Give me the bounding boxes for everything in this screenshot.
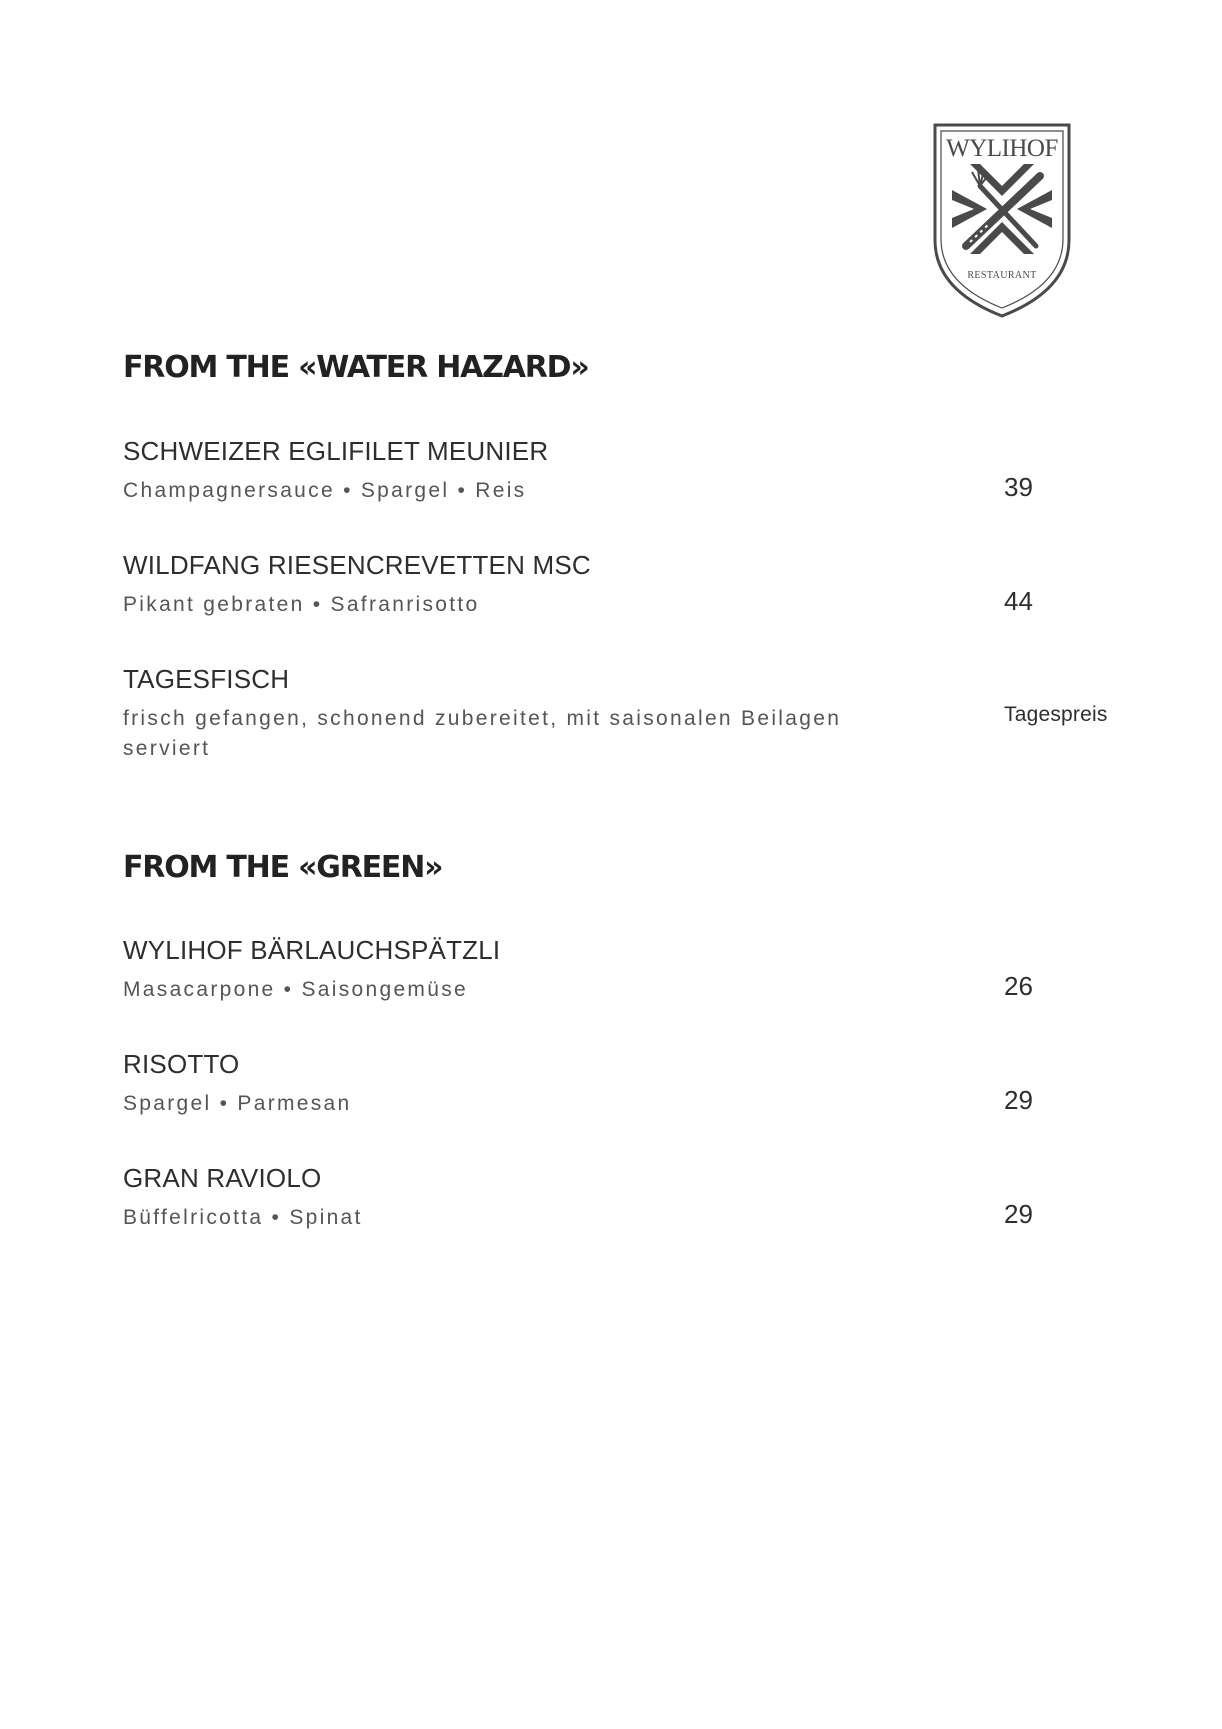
logo-wordmark: WYLIHOF — [946, 135, 1058, 162]
menu-item-price: 29 — [1004, 1199, 1033, 1229]
menu-item-price: 39 — [1004, 472, 1033, 502]
menu-item-description: Champagnersauce • Spargel • Reis — [123, 479, 527, 502]
logo-tagline: RESTAURANT — [967, 270, 1037, 281]
menu-item-name: RISOTTO — [123, 1049, 240, 1079]
menu-item-description: frisch gefangen, schonend zubereitet, mit saisonalen Beilagen serviert — [123, 707, 842, 760]
menu-item-price: 29 — [1004, 1085, 1033, 1115]
menu-item-price: 44 — [1004, 586, 1033, 616]
section-title-water-hazard: FROM THE «WATER HAZARD» — [123, 350, 589, 385]
menu-item-description: Büffelricotta • Spinat — [123, 1206, 363, 1229]
restaurant-logo — [932, 122, 1072, 319]
menu-item-name: GRAN RAVIOLO — [123, 1163, 322, 1193]
menu-item-description: Pikant gebraten • Safranrisotto — [123, 593, 480, 616]
section-title-green: FROM THE «GREEN» — [123, 850, 443, 885]
menu-item-name: SCHWEIZER EGLIFILET MEUNIER — [123, 436, 549, 466]
menu-item-description: Masacarpone • Saisongemüse — [123, 978, 468, 1001]
menu-item-price: 26 — [1004, 971, 1033, 1001]
crest-shield-icon — [932, 122, 1072, 319]
menu-item-name: TAGESFISCH — [123, 664, 290, 694]
menu-item-description: Spargel • Parmesan — [123, 1092, 352, 1115]
menu-item-name: WYLIHOF BÄRLAUCHSPÄTZLI — [123, 935, 501, 965]
menu-item-name: WILDFANG RIESENCREVETTEN MSC — [123, 550, 591, 580]
menu-item-price: Tagespreis — [1004, 703, 1108, 726]
